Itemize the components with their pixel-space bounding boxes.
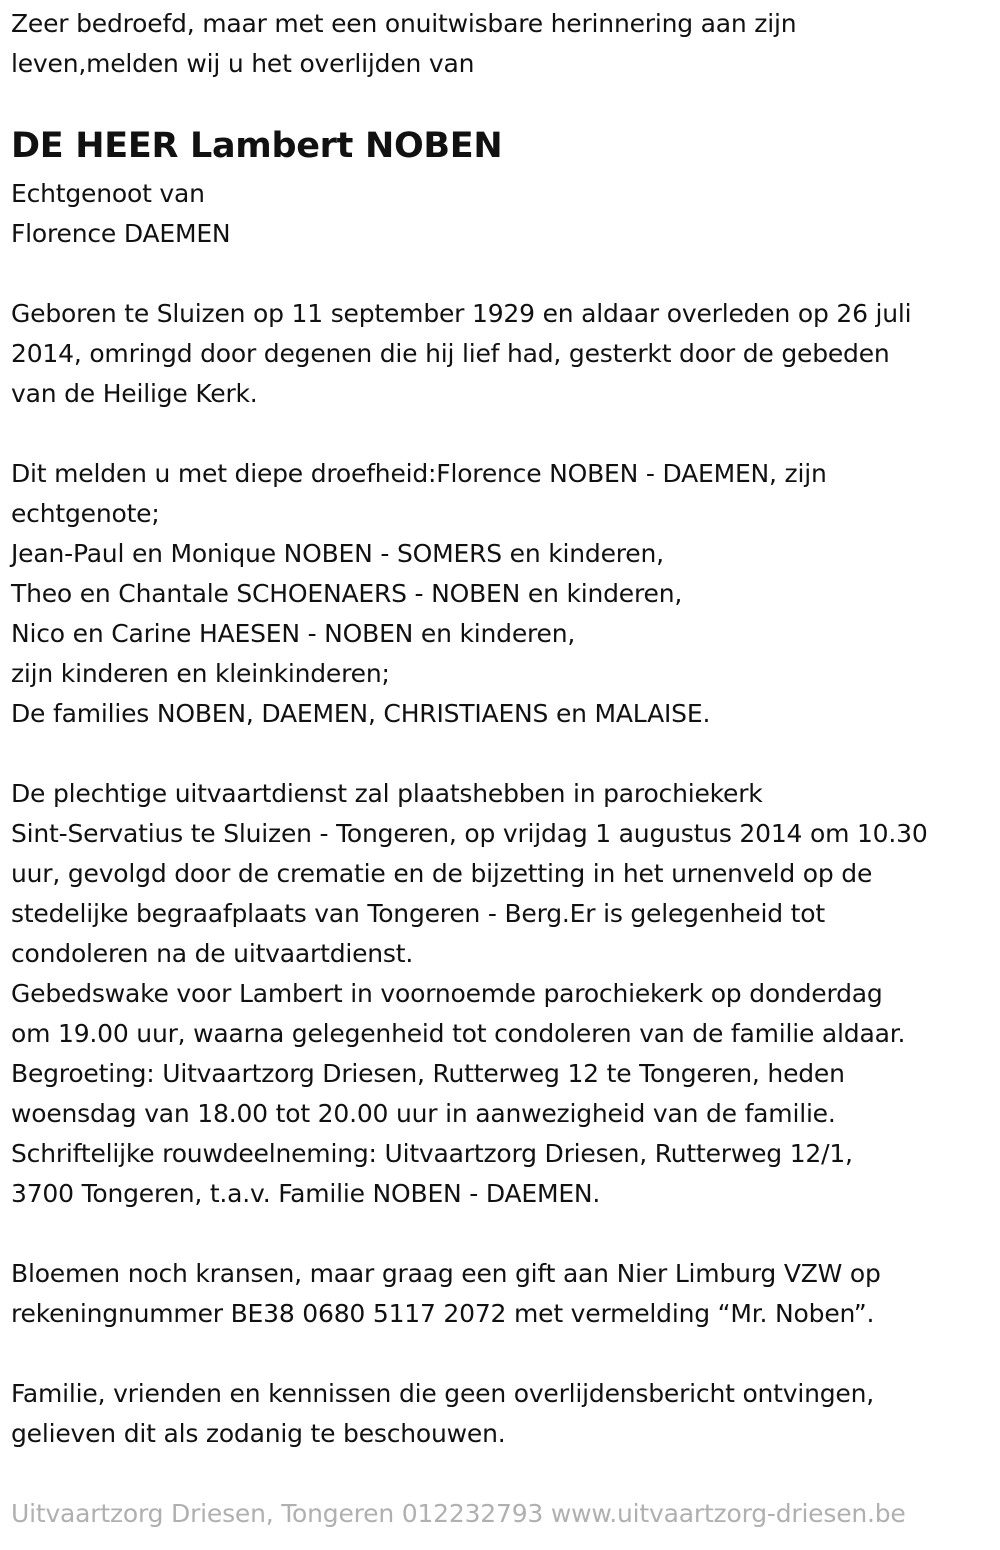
birth-death-line: Geboren te Sluizen op 11 september 1929 en aldaar overleden op 26 juli — [11, 299, 912, 328]
family-line: echtgenote; — [11, 499, 160, 528]
intro-line: leven,melden wij u het overlijden van — [11, 49, 475, 78]
paragraph-gap — [11, 414, 996, 454]
service-line: uur, gevolgd door de crematie en de bijzetting in het urnenveld op de — [11, 859, 873, 888]
intro-paragraph — [11, 4, 996, 84]
service-line: stedelijke begraafplaats van Tongeren - Berg.Er is gelegenheid tot — [11, 899, 825, 928]
service-line: Begroeting: Uitvaartzorg Driesen, Rutterweg 12 te Tongeren, heden — [11, 1059, 845, 1088]
spouse-paragraph — [11, 174, 996, 254]
spouse-line: Florence DAEMEN — [11, 219, 231, 248]
flowers-paragraph — [11, 1254, 996, 1334]
paragraph-gap — [11, 1214, 996, 1254]
deceased-name: DE HEER Lambert NOBEN — [11, 126, 503, 166]
family-line: Theo en Chantale SCHOENAERS - NOBEN en kinderen, — [11, 579, 683, 608]
flowers-line: Bloemen noch kransen, maar graag een gift aan Nier Limburg VZW op — [11, 1259, 881, 1288]
funeral-home-footer: Uitvaartzorg Driesen, Tongeren 012232793 www.uitvaartzorg-driesen.be — [11, 1499, 906, 1528]
paragraph-gap — [11, 1334, 996, 1374]
family-line: De families NOBEN, DAEMEN, CHRISTIAENS en MALAISE. — [11, 699, 711, 728]
service-line: woensdag van 18.00 tot 20.00 uur in aanwezigheid van de familie. — [11, 1099, 836, 1128]
family-line: Dit melden u met diepe droefheid:Florence NOBEN - DAEMEN, zijn — [11, 459, 827, 488]
closing-line: Familie, vrienden en kennissen die geen overlijdensbericht ontvingen, — [11, 1379, 875, 1408]
service-line: De plechtige uitvaartdienst zal plaatshebben in parochiekerk — [11, 779, 763, 808]
closing-paragraph — [11, 1374, 996, 1454]
service-line: om 19.00 uur, waarna gelegenheid tot condoleren van de familie aldaar. — [11, 1019, 906, 1048]
spouse-line: Echtgenoot van — [11, 179, 205, 208]
service-paragraph — [11, 774, 996, 1214]
family-line: Jean-Paul en Monique NOBEN - SOMERS en kinderen, — [11, 539, 664, 568]
closing-line: gelieven dit als zodanig te beschouwen. — [11, 1419, 506, 1448]
service-line: Gebedswake voor Lambert in voornoemde parochiekerk op donderdag — [11, 979, 883, 1008]
birth-death-line: 2014, omringd door degenen die hij lief had, gesterkt door de gebeden — [11, 339, 890, 368]
obituary-notice — [11, 4, 996, 1454]
family-paragraph — [11, 454, 996, 734]
family-line: zijn kinderen en kleinkinderen; — [11, 659, 390, 688]
flowers-line: rekeningnummer BE38 0680 5117 2072 met vermelding “Mr. Noben”. — [11, 1299, 875, 1328]
family-line: Nico en Carine HAESEN - NOBEN en kinderen, — [11, 619, 576, 648]
service-line: 3700 Tongeren, t.a.v. Familie NOBEN - DAEMEN. — [11, 1179, 601, 1208]
service-line: condoleren na de uitvaartdienst. — [11, 939, 414, 968]
intro-line: Zeer bedroefd, maar met een onuitwisbare herinnering aan zijn — [11, 9, 797, 38]
birth-death-line: van de Heilige Kerk. — [11, 379, 258, 408]
service-line: Sint-Servatius te Sluizen - Tongeren, op vrijdag 1 augustus 2014 om 10.30 — [11, 819, 928, 848]
paragraph-gap — [11, 734, 996, 774]
service-line: Schriftelijke rouwdeelneming: Uitvaartzorg Driesen, Rutterweg 12/1, — [11, 1139, 853, 1168]
birth-death-paragraph — [11, 294, 996, 414]
paragraph-gap — [11, 254, 996, 294]
